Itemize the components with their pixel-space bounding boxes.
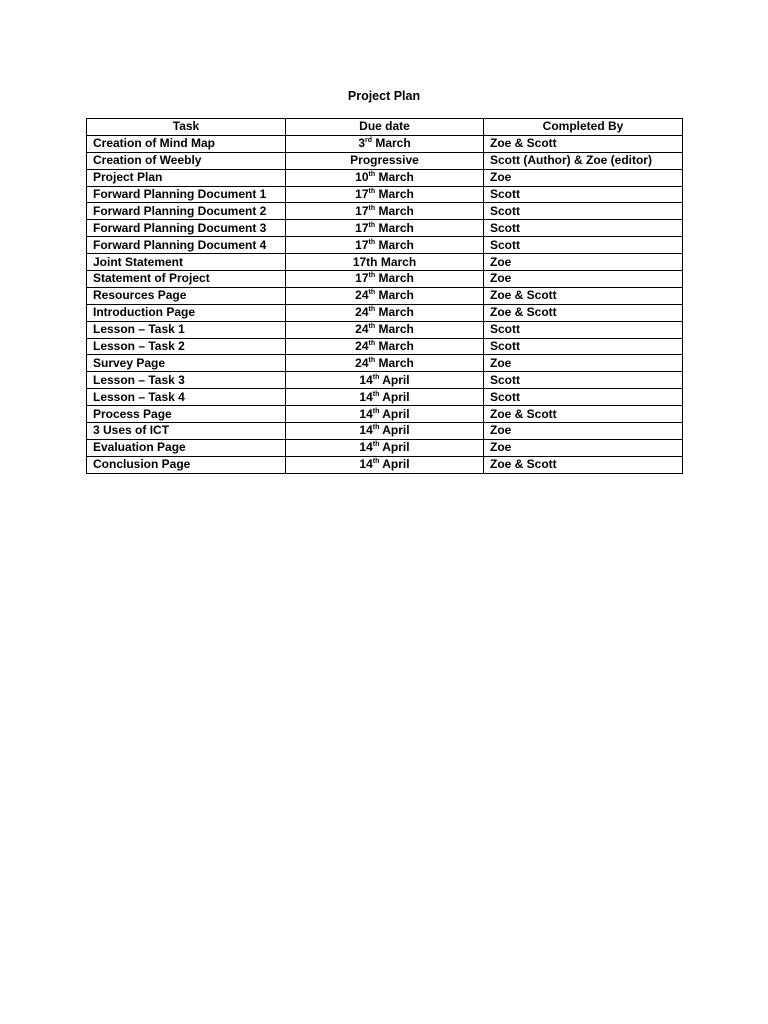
table-row xyxy=(87,186,683,203)
completed-by-cell: Scott (Author) & Zoe (editor) xyxy=(484,152,683,169)
due-date-ordinal: th xyxy=(368,272,376,280)
due-date-cell xyxy=(286,406,484,423)
due-date-month: March xyxy=(375,288,414,303)
task-cell: Conclusion Page xyxy=(87,456,286,473)
task-cell: Creation of Weebly xyxy=(87,152,286,169)
due-date-value: 17th March xyxy=(352,254,417,269)
due-date-month: March xyxy=(375,220,414,235)
due-date-month: April xyxy=(379,389,410,404)
due-date-value: 24 xyxy=(355,339,369,354)
completed-by-cell: Zoe xyxy=(484,355,683,372)
table-body xyxy=(87,135,683,473)
header-completed-by: Completed By xyxy=(484,119,683,136)
task-cell: Forward Planning Document 4 xyxy=(87,237,286,254)
due-date-value: 24 xyxy=(355,288,369,303)
due-date-month: April xyxy=(379,372,410,387)
project-plan-table xyxy=(86,118,683,474)
task-cell: Creation of Mind Map xyxy=(87,135,286,152)
due-date-month: March xyxy=(375,187,414,201)
table-row xyxy=(87,304,683,321)
due-date-cell xyxy=(286,135,484,152)
due-date-cell xyxy=(286,186,484,203)
due-date-ordinal: th xyxy=(368,356,376,364)
due-date-value: 17 xyxy=(355,187,369,201)
due-date-ordinal: th xyxy=(368,171,376,179)
due-date-ordinal: th xyxy=(372,373,380,381)
completed-by-cell: Scott xyxy=(484,389,683,406)
due-date-ordinal: th xyxy=(368,306,376,314)
due-date-cell xyxy=(286,439,484,456)
due-date-month: April xyxy=(379,406,410,421)
due-date-cell xyxy=(286,203,484,220)
header-task: Task xyxy=(87,119,286,136)
task-cell: Introduction Page xyxy=(87,304,286,321)
due-date-value: 10 xyxy=(355,170,369,185)
due-date-value: 14 xyxy=(359,457,373,472)
due-date-cell xyxy=(286,287,484,304)
document-title: Project Plan xyxy=(347,89,421,103)
task-cell: Lesson – Task 3 xyxy=(87,372,286,389)
completed-by-cell: Zoe & Scott xyxy=(484,304,683,321)
due-date-ordinal: th xyxy=(372,441,380,449)
task-cell: Resources Page xyxy=(87,287,286,304)
task-cell: Statement of Project xyxy=(87,271,286,288)
completed-by-cell: Scott xyxy=(484,203,683,220)
due-date-ordinal: th xyxy=(368,238,376,246)
completed-by-cell: Scott xyxy=(484,237,683,254)
due-date-month: April xyxy=(379,423,410,438)
due-date-value: 17 xyxy=(355,237,369,252)
due-date-ordinal: th xyxy=(372,458,380,466)
due-date-month: March xyxy=(375,237,414,252)
due-date-value: 17 xyxy=(355,220,369,235)
completed-by-cell: Zoe xyxy=(484,271,683,288)
completed-by-cell: Zoe & Scott xyxy=(484,456,683,473)
due-date-cell xyxy=(286,423,484,440)
task-cell: Lesson – Task 1 xyxy=(87,321,286,338)
completed-by-cell: Scott xyxy=(484,321,683,338)
table-row xyxy=(87,169,683,186)
due-date-cell xyxy=(286,372,484,389)
due-date-value: Progressive xyxy=(350,153,419,168)
task-cell: Lesson – Task 4 xyxy=(87,389,286,406)
table-header-row xyxy=(87,119,683,136)
due-date-ordinal: rd xyxy=(365,137,372,145)
task-cell: Forward Planning Document 1 xyxy=(87,186,286,203)
due-date-cell xyxy=(286,271,484,288)
completed-by-cell: Zoe xyxy=(484,423,683,440)
task-cell: Forward Planning Document 3 xyxy=(87,220,286,237)
due-date-cell xyxy=(286,220,484,237)
table-row xyxy=(87,271,683,288)
due-date-month: April xyxy=(379,440,410,455)
due-date-cell xyxy=(286,152,484,169)
due-date-cell xyxy=(286,355,484,372)
due-date-month: March xyxy=(375,339,414,354)
due-date-month: March xyxy=(375,305,414,320)
table-row xyxy=(87,439,683,456)
table-row xyxy=(87,203,683,220)
due-date-value: 17 xyxy=(355,203,369,218)
table-row xyxy=(87,254,683,271)
due-date-ordinal: th xyxy=(368,289,376,297)
due-date-ordinal: th xyxy=(368,221,376,229)
due-date-value: 3 xyxy=(358,136,365,151)
due-date-month: March xyxy=(375,271,414,286)
due-date-value: 24 xyxy=(355,355,369,370)
task-cell: 3 Uses of ICT xyxy=(87,423,286,440)
table-row xyxy=(87,355,683,372)
table-row xyxy=(87,220,683,237)
due-date-month: March xyxy=(375,322,414,337)
task-cell: Project Plan xyxy=(87,169,286,186)
table-row xyxy=(87,237,683,254)
due-date-month: March xyxy=(372,136,411,151)
due-date-value: 17 xyxy=(355,271,369,286)
table-row xyxy=(87,423,683,440)
task-cell: Forward Planning Document 2 xyxy=(87,203,286,220)
due-date-value: 14 xyxy=(359,423,373,438)
due-date-month: March xyxy=(375,203,414,218)
table-row xyxy=(87,321,683,338)
due-date-value: 14 xyxy=(359,389,373,404)
due-date-ordinal: th xyxy=(368,188,376,195)
completed-by-cell: Zoe xyxy=(484,169,683,186)
due-date-cell xyxy=(286,338,484,355)
due-date-month: March xyxy=(375,170,414,185)
completed-by-cell: Zoe & Scott xyxy=(484,135,683,152)
table-row xyxy=(87,135,683,152)
table-row xyxy=(87,152,683,169)
due-date-value: 14 xyxy=(359,372,373,387)
due-date-ordinal: th xyxy=(368,323,376,331)
completed-by-cell: Scott xyxy=(484,186,683,203)
due-date-month: March xyxy=(375,355,414,370)
table-row xyxy=(87,406,683,423)
task-cell: Process Page xyxy=(87,406,286,423)
due-date-ordinal: th xyxy=(368,204,376,212)
completed-by-cell: Zoe xyxy=(484,439,683,456)
table-row xyxy=(87,372,683,389)
due-date-value: 14 xyxy=(359,440,373,455)
due-date-value: 14 xyxy=(359,406,373,421)
completed-by-cell: Zoe & Scott xyxy=(484,406,683,423)
due-date-ordinal: th xyxy=(372,424,380,432)
due-date-cell xyxy=(286,169,484,186)
due-date-cell xyxy=(286,237,484,254)
due-date-cell xyxy=(286,321,484,338)
table-header xyxy=(87,119,683,136)
completed-by-cell: Zoe & Scott xyxy=(484,287,683,304)
table-row xyxy=(87,389,683,406)
due-date-cell xyxy=(286,389,484,406)
completed-by-cell: Scott xyxy=(484,338,683,355)
due-date-cell xyxy=(286,254,484,271)
due-date-value: 24 xyxy=(355,305,369,320)
completed-by-cell: Scott xyxy=(484,372,683,389)
due-date-ordinal: th xyxy=(368,340,376,348)
due-date-ordinal: th xyxy=(372,390,380,398)
due-date-cell xyxy=(286,304,484,321)
due-date-ordinal: th xyxy=(372,407,380,415)
task-cell: Survey Page xyxy=(87,355,286,372)
due-date-value: 24 xyxy=(355,322,369,337)
completed-by-cell: Zoe xyxy=(484,254,683,271)
table-row xyxy=(87,456,683,473)
task-cell: Evaluation Page xyxy=(87,439,286,456)
table-row xyxy=(87,287,683,304)
due-date-cell xyxy=(286,456,484,473)
task-cell: Joint Statement xyxy=(87,254,286,271)
table-row xyxy=(87,338,683,355)
task-cell: Lesson – Task 2 xyxy=(87,338,286,355)
completed-by-cell: Scott xyxy=(484,220,683,237)
header-due-date: Due date xyxy=(286,119,484,136)
due-date-month: April xyxy=(379,457,410,472)
